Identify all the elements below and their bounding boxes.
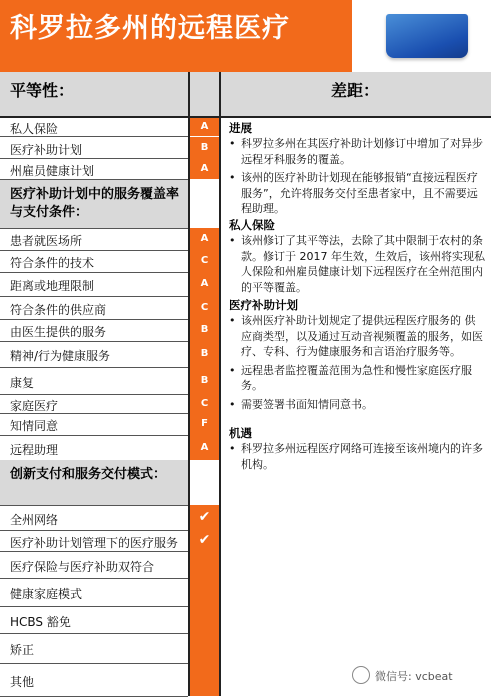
bullet: •	[229, 137, 236, 150]
grade-label: B	[200, 348, 209, 359]
grade-cell	[190, 505, 219, 530]
row-separator	[0, 413, 188, 414]
table-row: 私人保险	[10, 122, 59, 136]
grade-cell	[190, 606, 219, 633]
checkmark-icon: ✔	[198, 532, 211, 548]
gaps-heading: 差距：	[331, 81, 380, 100]
row-separator	[0, 228, 188, 229]
list-item-text: 需要签署书面知情同意书。	[241, 397, 373, 411]
grade-cell	[190, 394, 219, 413]
row-separator	[0, 578, 188, 579]
row-separator	[0, 319, 188, 320]
progress-heading: 进展	[229, 121, 252, 135]
grade-cell	[190, 272, 219, 296]
table-row: 矫正	[10, 643, 35, 657]
table-row: 其他	[10, 675, 35, 689]
grade-cell	[190, 413, 219, 435]
divider-line	[188, 72, 190, 696]
progress-list	[229, 136, 485, 220]
grade-label: B	[200, 375, 209, 386]
list-item	[229, 136, 485, 167]
row-separator	[0, 505, 188, 506]
divider-line	[0, 116, 491, 118]
table-row: 医疗补助计划管理下的医疗服务	[10, 536, 179, 550]
private-insurance-heading: 私人保险	[229, 218, 275, 232]
row-separator	[0, 250, 188, 251]
grade-cell	[190, 578, 219, 606]
list-item	[229, 170, 485, 217]
grade-label: C	[200, 302, 209, 313]
grade-label: B	[200, 142, 209, 153]
grade-cell	[190, 530, 219, 551]
grade-label: A	[200, 121, 209, 132]
bullet: •	[229, 442, 236, 455]
grade-cell	[190, 663, 219, 696]
bullet: •	[229, 234, 236, 247]
table-row: 远程助理	[10, 443, 59, 457]
grade-cell	[190, 367, 219, 394]
list-item	[229, 233, 485, 295]
section-heading: 创新支付和服务交付模式：	[10, 467, 167, 482]
grade-label: A	[200, 442, 209, 453]
private-insurance-list	[229, 233, 485, 298]
row-separator	[0, 435, 188, 436]
table-row: 知情同意	[10, 419, 59, 433]
bullet: •	[229, 363, 236, 377]
row-separator	[0, 394, 188, 395]
list-item-text: 该州修订了其平等法，去除了其中限制于农村的条款。修订于 2017 年生效，生效后，该州将实现私人保险和州雇员健康计划下远程医疗在全州范围内的平等覆盖。	[241, 234, 485, 294]
list-item	[229, 397, 485, 413]
blue-shape-logo	[386, 14, 468, 58]
logo-area	[352, 0, 491, 72]
table-row: 医疗保险与医疗补助双符合	[10, 560, 155, 574]
bullet: •	[229, 314, 236, 327]
grade-cell	[190, 228, 219, 250]
row-separator	[0, 606, 188, 607]
table-row: HCBS 豁免	[10, 615, 71, 629]
table-row: 符合条件的技术	[10, 256, 95, 270]
row-separator	[0, 272, 188, 273]
row-separator	[0, 530, 188, 531]
grade-label: C	[200, 255, 209, 266]
grade-cell	[190, 435, 219, 460]
checkmark-icon: ✔	[198, 509, 211, 525]
wechat-icon	[352, 666, 370, 684]
divider-line	[219, 72, 221, 696]
grade-cell	[190, 633, 219, 663]
opportunities-heading: 机遇	[229, 426, 252, 440]
medicaid-list	[229, 313, 485, 415]
grade-cell	[190, 158, 219, 179]
grade-cell	[190, 137, 219, 158]
row-separator	[0, 633, 188, 634]
list-item-text: 科罗拉多州远程医疗网络可连接至该州境内的许多机构。	[241, 442, 483, 471]
row-separator	[0, 296, 188, 297]
grade-cell	[190, 341, 219, 367]
grade-label: C	[200, 398, 209, 409]
list-item-text: 科罗拉多州在其医疗补助计划修订中增加了对异步远程牙科服务的覆盖。	[241, 137, 483, 166]
grade-label: A	[200, 163, 209, 174]
section-heading: 医疗补助计划中的服务覆盖率与支付条件：	[10, 187, 180, 220]
list-item	[229, 441, 485, 472]
table-row: 州雇员健康计划	[10, 164, 95, 178]
list-item-text: 该州的医疗补助计划现在能够报销“直接远程医疗服务”，允许将服务交付至患者家中，且不需要远程助理。	[241, 171, 478, 215]
list-item-text: 该州医疗补助计划规定了提供远程医疗服务的 供应商类型，以及通过互动音视频覆盖的服务，如医疗、专科、行为健康服务和言语治疗服务等。	[241, 314, 483, 358]
grade-cell	[190, 551, 219, 578]
table-row: 精神/行为健康服务	[10, 349, 111, 363]
grade-cell	[190, 296, 219, 319]
bullet: •	[229, 397, 236, 411]
row-separator	[0, 551, 188, 552]
grade-cell	[190, 319, 219, 341]
row-separator	[0, 367, 188, 368]
bullet: •	[229, 171, 236, 184]
table-row: 全州网络	[10, 513, 59, 527]
table-row: 距离或地理限制	[10, 279, 95, 293]
row-separator	[0, 136, 188, 137]
table-row: 符合条件的供应商	[10, 303, 107, 317]
table-row: 医疗补助计划	[10, 143, 83, 157]
opportunities-list	[229, 441, 485, 475]
grade-label: F	[201, 418, 208, 429]
list-item	[229, 313, 485, 360]
grade-label: A	[200, 278, 209, 289]
medicaid-heading: 医疗补助计划	[229, 298, 298, 312]
grade-cell	[190, 250, 219, 272]
grade-label: B	[200, 324, 209, 335]
list-item-text: 远程患者监控覆盖范围为急性和慢性家庭医疗服务。	[241, 363, 472, 392]
row-separator	[0, 341, 188, 342]
table-row: 由医生提供的服务	[10, 325, 107, 339]
row-separator	[0, 663, 188, 664]
title-banner	[0, 0, 491, 72]
row-separator	[0, 158, 188, 159]
table-row: 患者就医场所	[10, 234, 83, 248]
table-row: 健康家庭模式	[10, 587, 83, 601]
watermark: 微信号: vcbeat	[375, 670, 453, 683]
table-row: 家庭医疗	[10, 399, 59, 413]
grade-cell	[190, 118, 219, 136]
list-item	[229, 363, 485, 394]
parity-heading: 平等性：	[10, 81, 75, 100]
table-row: 康复	[10, 376, 35, 390]
page-title: 科罗拉多州的远程医疗	[10, 13, 290, 44]
grade-label: A	[200, 233, 209, 244]
